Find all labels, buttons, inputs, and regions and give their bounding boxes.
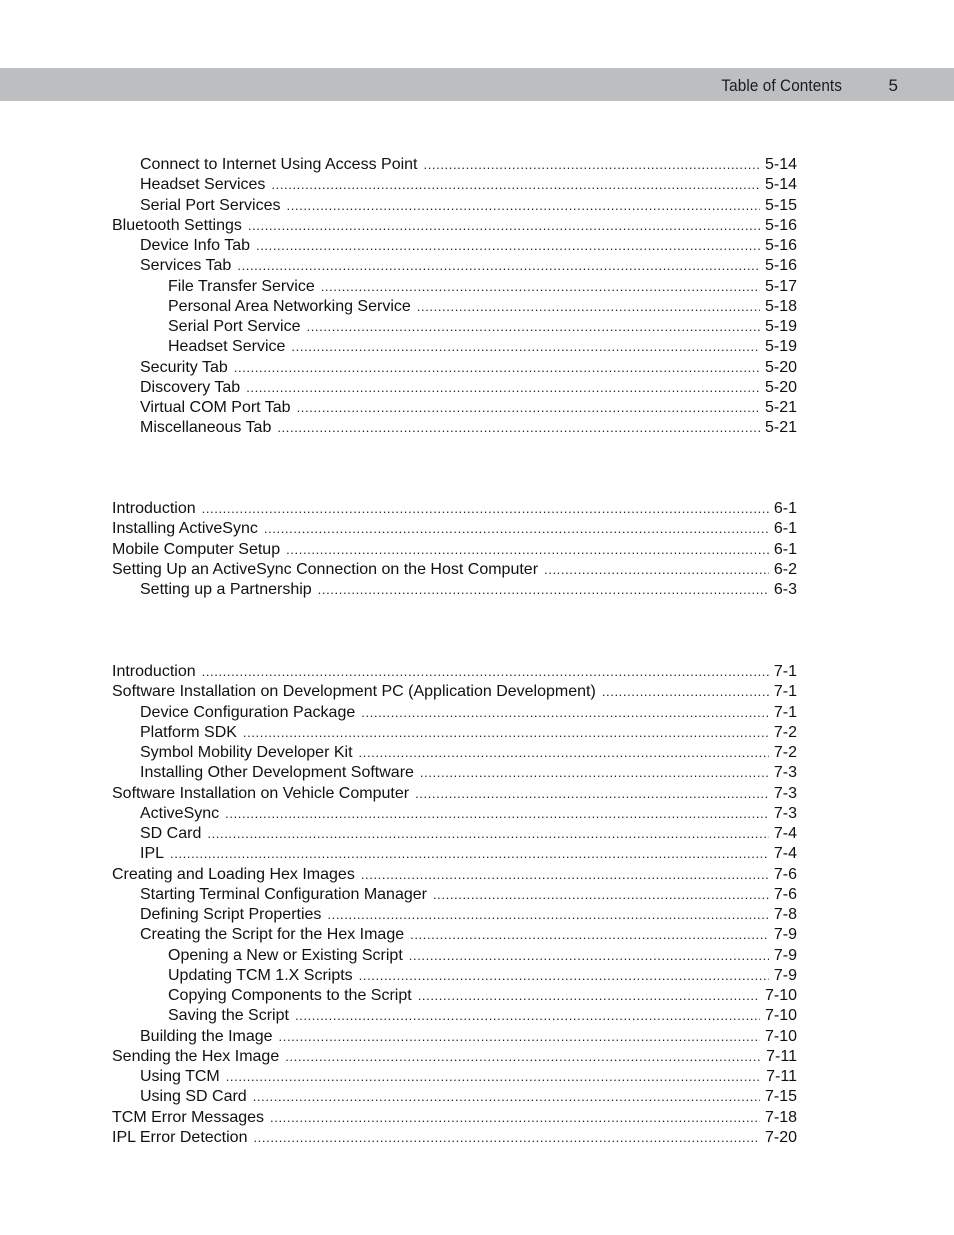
toc-entry-page-number: 5-16 (764, 237, 797, 254)
toc-entry[interactable] (112, 1006, 797, 1026)
toc-dot-leader (207, 824, 769, 844)
toc-dot-leader (415, 784, 769, 804)
toc-entry[interactable] (112, 256, 797, 276)
toc-dot-leader (318, 580, 769, 600)
toc-entry-title: Sending the Hex Image (112, 1047, 280, 1065)
toc-entry-title: Bluetooth Settings (112, 216, 242, 234)
toc-entry[interactable] (112, 662, 797, 682)
toc-dot-leader (270, 1108, 760, 1128)
toc-dot-leader (234, 358, 760, 378)
toc-entry-page-number: 5-14 (764, 156, 797, 173)
toc-dot-leader (291, 337, 760, 357)
toc-entry[interactable] (112, 378, 797, 398)
running-header (0, 68, 954, 101)
toc-entry-page-number: 7-8 (773, 906, 797, 923)
toc-entry-page-number: 7-1 (773, 663, 797, 680)
toc-entry[interactable] (112, 519, 797, 539)
toc-dot-leader (237, 256, 760, 276)
toc-entry[interactable] (112, 1067, 797, 1087)
toc-entry-title: Starting Terminal Configuration Manager (140, 885, 427, 903)
toc-entry-page-number: 7-4 (773, 845, 797, 863)
toc-entry-page-number: 7-10 (764, 1027, 797, 1045)
toc-entry[interactable] (112, 865, 797, 885)
toc-dot-leader (287, 196, 760, 216)
toc-entry-title: Defining Script Properties (140, 906, 322, 923)
toc-dot-leader (253, 1128, 760, 1148)
toc-entry-page-number: 5-18 (764, 297, 797, 315)
toc-entry-page-number: 7-6 (773, 885, 797, 903)
toc-section-chapter-6 (112, 499, 797, 600)
toc-entry-page-number: 6-2 (773, 560, 797, 578)
toc-entry-title: Opening a New or Existing Script (168, 946, 403, 964)
toc-entry[interactable] (112, 804, 797, 824)
toc-entry[interactable] (112, 723, 797, 743)
toc-entry-title: SD Card (140, 825, 202, 842)
toc-entry-title: Services Tab (140, 257, 232, 275)
toc-entry-title: Installing Other Development Software (140, 764, 414, 782)
toc-entry-title: Connect to Internet Using Access Point (140, 156, 418, 173)
toc-entry[interactable] (112, 1087, 797, 1107)
toc-entry-page-number: 7-18 (764, 1108, 797, 1126)
toc-dot-leader (202, 662, 769, 682)
toc-entry-title: TCM Error Messages (112, 1108, 265, 1126)
toc-entry-page-number: 6-1 (773, 520, 797, 538)
toc-dot-leader (433, 885, 769, 905)
toc-entry[interactable] (112, 824, 797, 844)
toc-entry-title: Creating the Script for the Hex Image (140, 926, 405, 944)
toc-dot-leader (410, 925, 769, 945)
toc-dot-leader (307, 317, 760, 337)
toc-section-chapter-7 (112, 662, 797, 1148)
toc-dot-leader (359, 966, 769, 986)
toc-entry-title: Virtual COM Port Tab (140, 399, 291, 416)
toc-dot-leader (359, 743, 769, 763)
toc-entry-page-number: 7-15 (764, 1088, 797, 1106)
toc-dot-leader (226, 1067, 761, 1087)
toc-entry-page-number: 5-15 (764, 196, 797, 214)
toc-dot-leader (602, 682, 769, 702)
toc-entry-title: Discovery Tab (140, 378, 241, 396)
toc-dot-leader (279, 1027, 760, 1047)
toc-entry-page-number: 7-2 (773, 744, 797, 761)
toc-entry-page-number: 5-19 (764, 318, 797, 335)
toc-dot-leader (361, 865, 769, 885)
page-number: 5 (888, 76, 898, 95)
toc-dot-leader (295, 1006, 760, 1026)
toc-entry[interactable] (112, 925, 797, 945)
toc-entry-page-number: 7-9 (773, 966, 797, 984)
toc-entry-page-number: 5-21 (764, 419, 797, 437)
toc-entry-page-number: 7-10 (764, 987, 797, 1004)
toc-section-chapter-5 (112, 155, 797, 439)
toc-entry-title: Serial Port Services (140, 196, 281, 214)
toc-entry-title: Platform SDK (140, 723, 237, 741)
toc-entry[interactable] (112, 418, 797, 438)
toc-entry-title: Security Tab (140, 358, 228, 376)
toc-entry[interactable] (112, 703, 797, 723)
toc-entry-page-number: 7-9 (773, 946, 797, 964)
toc-entry-page-number: 6-3 (773, 581, 797, 598)
toc-entry[interactable] (112, 398, 797, 418)
toc-entry-title: IPL Error Detection (112, 1128, 248, 1146)
toc-dot-leader (285, 1047, 761, 1067)
toc-entry-title: Installing ActiveSync (112, 520, 258, 538)
toc-entry[interactable] (112, 196, 797, 216)
toc-entry-page-number: 7-20 (764, 1128, 797, 1146)
toc-entry-page-number: 7-3 (773, 804, 797, 822)
toc-entry[interactable] (112, 560, 797, 580)
toc-entry-page-number: 5-20 (764, 358, 797, 376)
toc-dot-leader (297, 398, 760, 418)
toc-entry-title: Setting up a Partnership (140, 581, 312, 598)
toc-dot-leader (256, 236, 760, 256)
toc-entry[interactable] (112, 236, 797, 256)
toc-entry-page-number: 5-17 (764, 277, 797, 295)
toc-dot-leader (246, 378, 760, 398)
toc-entry-page-number: 7-11 (766, 1047, 797, 1065)
toc-entry-page-number: 7-1 (773, 683, 797, 701)
toc-entry-title: Mobile Computer Setup (112, 540, 281, 558)
toc-entry[interactable] (112, 784, 797, 804)
toc-entry[interactable] (112, 358, 797, 378)
toc-entry-page-number: 5-21 (764, 399, 797, 416)
toc-entry-title: Copying Components to the Script (168, 987, 412, 1004)
toc-dot-leader (409, 946, 769, 966)
toc-entry[interactable] (112, 986, 797, 1006)
toc-entry[interactable] (112, 175, 797, 195)
toc-entry-page-number: 7-10 (764, 1007, 797, 1025)
toc-entry-page-number: 7-3 (773, 764, 797, 782)
toc-entry[interactable] (112, 317, 797, 337)
toc-entry-title: Personal Area Networking Service (168, 297, 411, 315)
toc-entry-page-number: 7-3 (773, 784, 797, 802)
toc-dot-leader (544, 560, 769, 580)
toc-entry-page-number: 5-14 (764, 176, 797, 194)
toc-entry-page-number: 7-9 (773, 926, 797, 944)
toc-entry-title: Symbol Mobility Developer Kit (140, 744, 353, 761)
toc-entry-page-number: 6-1 (773, 500, 797, 517)
toc-entry-title: Device Info Tab (140, 237, 250, 254)
toc-entry-title: Headset Service (168, 338, 286, 356)
toc-entry-title: Software Installation on Development PC (Application Development) (112, 683, 596, 701)
toc-entry[interactable] (112, 682, 797, 702)
toc-entry-page-number: 5-20 (764, 378, 797, 396)
running-header-title: Table of Contents (721, 76, 842, 95)
toc-entry[interactable] (112, 277, 797, 297)
toc-entry[interactable] (112, 1027, 797, 1047)
toc-entry-title: Introduction (112, 663, 196, 680)
toc-entry-page-number: 5-16 (764, 216, 797, 234)
toc-dot-leader (417, 297, 760, 317)
toc-dot-leader (286, 540, 769, 560)
toc-entry-page-number: 5-16 (764, 257, 797, 275)
toc-dot-leader (170, 844, 769, 864)
toc-entry[interactable] (112, 844, 797, 864)
toc-dot-leader (243, 723, 769, 743)
toc-entry-title: Setting Up an ActiveSync Connection on the Host Computer (112, 560, 539, 578)
toc-entry-title: ActiveSync (140, 804, 220, 822)
toc-entry-page-number: 7-6 (773, 865, 797, 883)
toc-entry[interactable] (112, 337, 797, 357)
toc-entry[interactable] (112, 905, 797, 925)
toc-entry-title: Saving the Script (168, 1007, 289, 1025)
toc-entry-title: Building the Image (140, 1027, 273, 1045)
toc-dot-leader (327, 905, 768, 925)
toc-entry-title: Miscellaneous Tab (140, 419, 272, 437)
toc-entry[interactable] (112, 1047, 797, 1067)
toc-entry[interactable] (112, 966, 797, 986)
toc-entry-title: IPL (140, 845, 165, 863)
toc-entry-title: Using TCM (140, 1068, 220, 1085)
toc-entry[interactable] (112, 155, 797, 175)
toc-entry[interactable] (112, 216, 797, 236)
toc-entry-page-number: 7-1 (773, 703, 797, 721)
toc-entry-title: Introduction (112, 500, 196, 517)
toc-entry-title: Serial Port Service (168, 318, 301, 335)
toc-dot-leader (321, 277, 760, 297)
toc-dot-leader (420, 763, 769, 783)
toc-entry[interactable] (112, 1128, 797, 1148)
toc-entry[interactable] (112, 946, 797, 966)
toc-dot-leader (271, 175, 760, 195)
toc-dot-leader (202, 499, 769, 519)
toc-entry-page-number: 7-11 (766, 1068, 797, 1085)
toc-entry-page-number: 5-19 (764, 338, 797, 356)
toc-entry-title: Software Installation on Vehicle Computer (112, 784, 410, 802)
toc-entry[interactable] (112, 297, 797, 317)
toc-dot-leader (264, 519, 769, 539)
toc-entry-page-number: 6-1 (773, 540, 797, 558)
toc-entry[interactable] (112, 499, 797, 519)
toc-entry[interactable] (112, 1108, 797, 1128)
toc-entry[interactable] (112, 580, 797, 600)
toc-entry-page-number: 7-4 (773, 825, 797, 842)
toc-entry[interactable] (112, 763, 797, 783)
toc-entry[interactable] (112, 540, 797, 560)
toc-dot-leader (253, 1087, 760, 1107)
toc-entry-title: Headset Services (140, 176, 266, 194)
toc-entry-title: Using SD Card (140, 1088, 247, 1106)
toc-dot-leader (225, 804, 769, 824)
toc-entry-title: File Transfer Service (168, 277, 315, 295)
toc-dot-leader (423, 155, 759, 175)
toc-dot-leader (361, 703, 769, 723)
toc-entry-title: Updating TCM 1.X Scripts (168, 966, 353, 984)
toc-entry-title: Creating and Loading Hex Images (112, 865, 355, 883)
toc-dot-leader (277, 418, 760, 438)
toc-entry-title: Device Configuration Package (140, 703, 356, 721)
toc-entry[interactable] (112, 743, 797, 763)
toc-dot-leader (418, 986, 760, 1006)
toc-dot-leader (248, 216, 760, 236)
toc-entry-page-number: 7-2 (773, 723, 797, 741)
toc-entry[interactable] (112, 885, 797, 905)
